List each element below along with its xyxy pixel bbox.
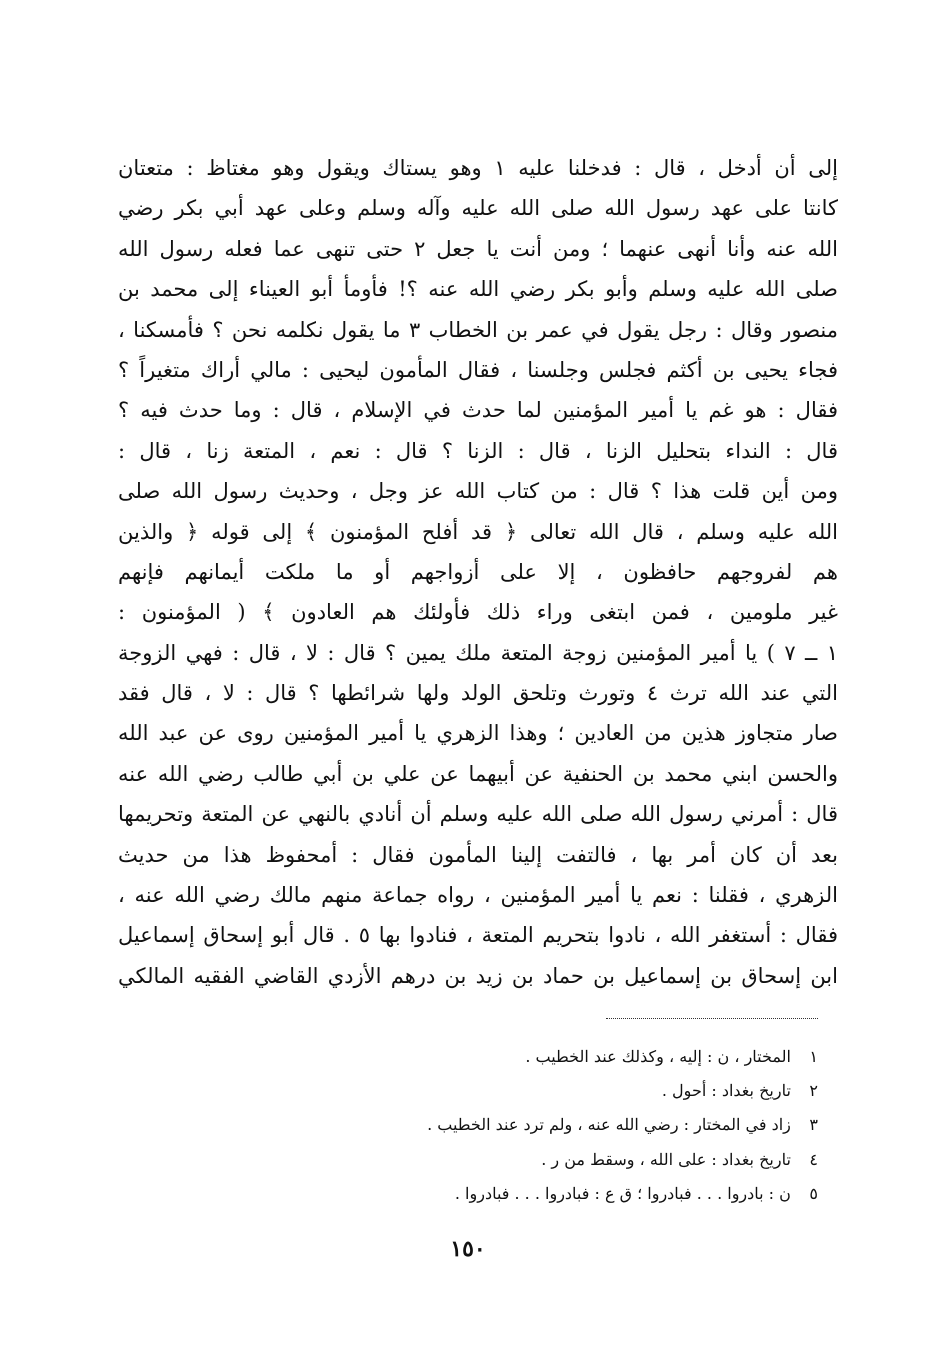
footnote-text: المختار ، ن : إليه ، وكذلك عند الخطيب . [525,1047,791,1066]
text-line: الله عنه وأنا أنهى عنهما ؛ ومن أنت يا جعل ٢ حتى تنهى عما فعله رسول الله [118,236,838,261]
footnote [200,1108,818,1142]
text-line: صلى الله عليه وسلم وأبو بكر رضي الله عنه ؟! فأومأ أبو العيناء إلى محمد بن [118,277,838,302]
text-line: ومن أين قلت هذا ؟ قال : من كتاب الله عز وجل ، وحديث رسول الله صلى [118,479,838,504]
text-line: ابن إسحاق بن إسماعيل بن حماد بن زيد بن درهم الأزدي القاضي الفقيه المالكي [118,963,838,988]
text-line: فجاء يحيى بن أكثم فجلس وجلسنا ، فقال المأمون ليحيى : مالي أراك متغيراً ؟ [118,357,838,382]
text-line: الزهري ، فقلنا : نعم يا أمير المؤمنين ، رواه جماعة منهم مالك رضي الله عنه ، [118,883,838,908]
footnote-text: ن : بادروا . . . فبادروا ؛ ق ع : فبادروا . . . فبادروا . [454,1183,791,1203]
footnote-number: ٤ [809,1149,818,1169]
footnote-number: ١ [809,1047,818,1066]
footnote-text: تاريخ بغداد : على الله ، وسقط من ر . [541,1149,791,1169]
text-line: إلى أن أدخل ، قال : فدخلنا عليه ١ وهو يستاك ويقول وهو مغتاظ : متعتان [118,156,838,180]
text-line: ١ ــ ٧ ) يا أمير المؤمنين زوجة المتعة ملك يمين ؟ قال : لا ، قال : فهي الزوجة [118,640,839,665]
text-line: منصور وقال : رجل يقول في عمر بن الخطاب ٣ ما يقول نكلمه نحن ؟ فأمسكنا ، [118,317,838,342]
text-line: كانتا على عهد رسول الله صلى الله عليه وآله وسلم وعلى عهد أبي بكر رضي [118,196,838,221]
text-line: قال : النداء بتحليل الزنا ، قال : الزنا ؟ قال : نعم ، المتعة زنا ، قال : [118,438,838,463]
main-text [118,148,838,996]
footnote [200,1177,818,1211]
footnote-text: زاد في المختار : رضي الله عنه ، ولم ترد عند الخطيب . [427,1115,791,1135]
footnote [200,1074,818,1108]
footnotes [200,1040,818,1211]
footnote [200,1143,818,1177]
text-line: الله عليه وسلم ، قال الله تعالى ﴿ قد أفلح المؤمنون ﴾ إلى قوله ﴿ والذين [118,519,838,544]
footnote-separator [606,1018,818,1019]
text-line: فقال : أستغفر الله ، نادوا بتحريم المتعة ، فنادوا بها ٥ . قال أبو إسحاق إسماعيل [118,923,838,948]
footnote-text: تاريخ بغداد : أحول . [661,1081,791,1101]
page-number: ١٥٠ [450,1236,486,1262]
footnote [200,1040,818,1074]
text-line: والحسن ابني محمد بن الحنفية عن أبيهما عن علي بن أبي طالب رضي الله عنه [118,761,838,786]
footnote-number: ٣ [809,1115,818,1135]
text-line: التي عند الله ترث ٤ وتورث وتلحق الولد ولها شرائطها ؟ قال : لا ، قال فقد [118,681,839,706]
footnote-number: ٢ [809,1081,818,1101]
text-line: بعد أن كان أمر بها ، فالتفت إلينا المأمون فقال : أمحفوظ هذا من حديث [118,842,838,867]
text-line: صار متجاوز هذين من العادين ؛ وهذا الزهري يا أمير المؤمنين روى عن عبد الله [118,721,838,746]
text-line: غير ملومين ، فمن ابتغى وراء ذلك فأولئك هم العادون ﴾ ( المؤمنون : [118,600,838,625]
text-line: هم لفروجهم حافظون ، إلا على أزواجهم أو ما ملكت أيمانهم فإنهم [118,559,838,584]
footnote-number: ٥ [809,1183,818,1203]
text-line: فقال : هو غم يا أمير المؤمنين لما حدث في الإسلام ، قال : وما حدث فيه ؟ [118,398,838,423]
text-line: قال : أمرني رسول الله صلى الله عليه وسلم أن أنادي بالنهي عن المتعة وتحريمها [118,802,838,827]
